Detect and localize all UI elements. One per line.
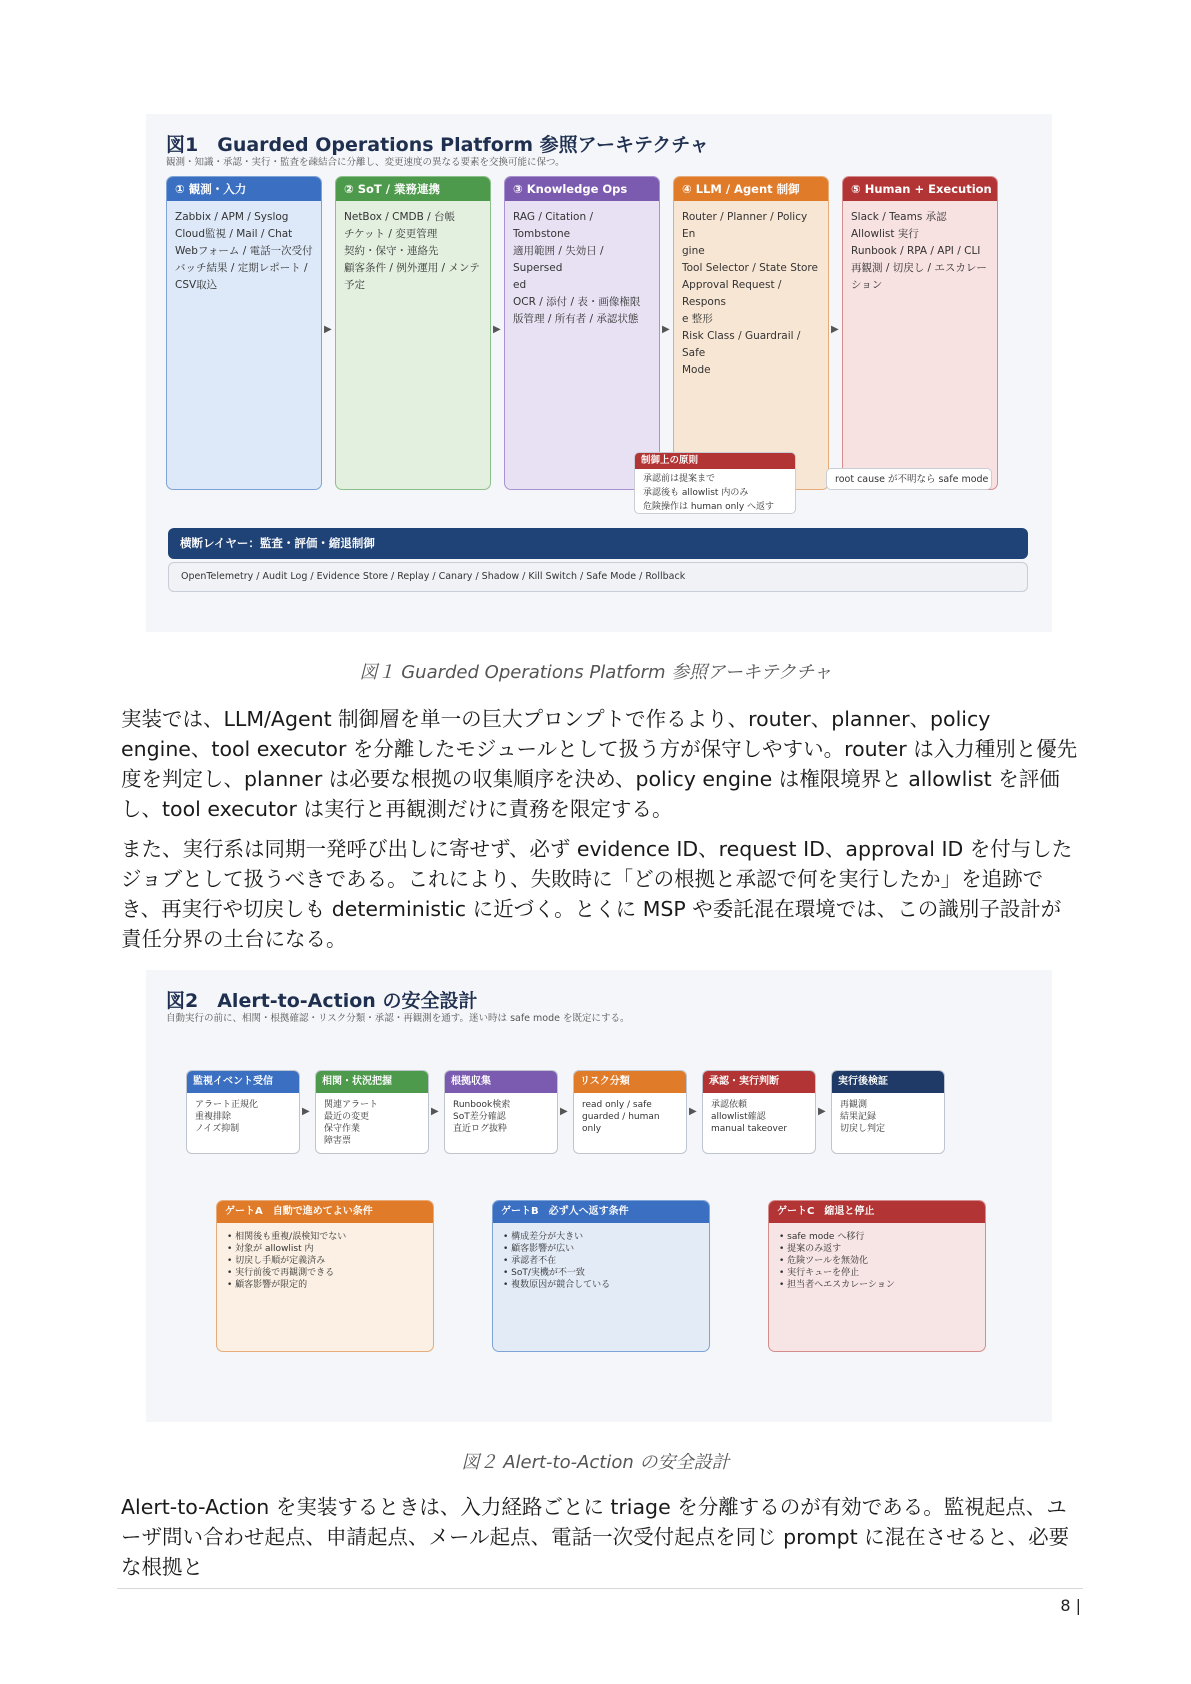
gate-header: ゲートA 自動で進めてよい条件 (217, 1201, 433, 1223)
step-line: 重複排除 (195, 1112, 232, 1122)
column-line: OCR / 添付 / 表・画像権限 (513, 296, 641, 308)
step-line: 承認依頼 (711, 1100, 748, 1110)
arrow-right-icon: ▶ (662, 324, 670, 335)
step-body (574, 1093, 686, 1141)
column-line: チケット / 変更管理 (344, 228, 438, 240)
column-header: ⑤ Human + Execution (843, 177, 997, 201)
step-body (832, 1093, 944, 1141)
arrow-right-icon: ▶ (560, 1106, 568, 1117)
column-line: Risk Class / Guardrail / Safe (682, 330, 801, 359)
gate-header: ゲートC 縮退と停止 (769, 1201, 985, 1223)
step-header: リスク分類 (574, 1071, 686, 1093)
figure-2-title: 図2 Alert-to-Action の安全設計 (166, 990, 478, 1012)
step-line: 最近の変更 (324, 1112, 370, 1122)
arrow-right-icon: ▶ (302, 1106, 310, 1117)
step-header: 承認・実行判断 (703, 1071, 815, 1093)
callout-line: 承認前は提案まで (643, 474, 716, 484)
step-evidence (444, 1070, 558, 1154)
column-sot-business (335, 176, 491, 490)
gate-a (216, 1200, 434, 1352)
callout-line: 承認後も allowlist 内のみ (643, 488, 749, 498)
column-body (674, 201, 828, 387)
step-line: 保守作業 (324, 1124, 361, 1134)
step-line: manual takeover (711, 1124, 788, 1134)
step-monitor-event (186, 1070, 300, 1154)
column-line: Slack / Teams 承認 (851, 211, 947, 223)
arrow-right-icon: ▶ (324, 324, 332, 335)
column-line: Mode (682, 364, 711, 376)
step-line: Runbook検索 (453, 1100, 511, 1110)
gate-item: • 実行キューを停止 (779, 1267, 975, 1279)
cross-layer-header: 横断レイヤー：監査・評価・縮退制御 (168, 528, 1028, 559)
gate-body (769, 1223, 985, 1299)
step-header: 実行後検証 (832, 1071, 944, 1093)
column-line: Runbook / RPA / API / CLI (851, 245, 981, 257)
arrow-right-icon: ▶ (818, 1106, 826, 1117)
column-line: Zabbix / APM / Syslog (175, 211, 289, 223)
figure-2-caption: 図２ Alert-to-Action の安全設計 (461, 1452, 730, 1473)
column-line: 適用範囲 / 失効日 / Supersed (513, 245, 604, 274)
step-line: 切戻し判定 (840, 1124, 886, 1134)
column-header: ② SoT / 業務連携 (336, 177, 490, 201)
step-correlation (315, 1070, 429, 1154)
footer-divider (117, 1588, 1083, 1589)
gate-body (493, 1223, 709, 1299)
column-body (843, 201, 997, 302)
column-line: Tool Selector / State Store (682, 262, 818, 274)
figure-1-title: 図1 Guarded Operations Platform 参照アーキテクチャ (166, 134, 709, 156)
arrow-right-icon: ▶ (431, 1106, 439, 1117)
column-line: 契約・保守・連絡先 (344, 245, 439, 257)
step-line: SoT差分確認 (453, 1112, 506, 1122)
figure-1 (146, 114, 1052, 632)
gate-item: • 対象が allowlist 内 (227, 1243, 423, 1255)
column-header: ① 観測・入力 (167, 177, 321, 201)
gate-item: • 顧客影響が広い (503, 1243, 699, 1255)
column-line: NetBox / CMDB / 台帳 (344, 211, 456, 223)
column-body (336, 201, 490, 302)
column-line: Webフォーム / 電話一次受付 (175, 245, 313, 257)
column-body (167, 201, 321, 302)
gate-item: • SoT/実機が不一致 (503, 1267, 699, 1279)
callout-body (635, 469, 795, 514)
step-line: アラート正規化 (195, 1100, 259, 1110)
step-body (445, 1093, 557, 1141)
gate-body (217, 1223, 433, 1299)
gate-item: • 承認者不在 (503, 1255, 699, 1267)
figure-1-subtitle: 観測・知識・承認・実行・監査を疎結合に分離し、変更速度の異なる要素を交換可能に保つ。 (166, 157, 565, 168)
step-body (316, 1093, 428, 1153)
gate-item: • 相関後も重複/誤検知でない (227, 1231, 423, 1243)
figure-1-caption: 図１ Guarded Operations Platform 参照アーキテクチャ (359, 662, 832, 683)
step-approval (702, 1070, 816, 1154)
gate-item: • safe mode へ移行 (779, 1231, 975, 1243)
column-header: ③ Knowledge Ops (505, 177, 659, 201)
safe-mode-note: root cause が不明なら safe mode (826, 468, 992, 490)
gate-c (768, 1200, 986, 1352)
gate-item: • 提案のみ返す (779, 1243, 975, 1255)
gate-item: • 担当者へエスカレーション (779, 1279, 975, 1291)
gate-item: • 複数原因が競合している (503, 1279, 699, 1291)
control-principles-callout (634, 452, 796, 514)
column-line: Approval Request / Respons (682, 279, 782, 308)
step-header: 根拠収集 (445, 1071, 557, 1093)
column-header: ④ LLM / Agent 制御 (674, 177, 828, 201)
column-observation-input (166, 176, 322, 490)
column-line: Cloud監視 / Mail / Chat (175, 228, 293, 240)
column-body (505, 201, 659, 336)
column-knowledge-ops (504, 176, 660, 490)
callout-line: 危険操作は human only へ返す (643, 502, 775, 512)
step-line: allowlist確認 (711, 1112, 766, 1122)
paragraph: Alert-to-Action を実装するときは、入力経路ごとに triage を分離するのが有効である。監視起点、ユーザ問い合わせ起点、申請起点、メール起点、電話一次受付起点を同じ prompt に混在させると、必要な根拠と (121, 1495, 1070, 1579)
gate-item: • 危険ツールを無効化 (779, 1255, 975, 1267)
column-line: Allowlist 実行 (851, 228, 919, 240)
column-line: 再観測 / 切戻し / エスカレー (851, 262, 987, 274)
figure-2 (146, 970, 1052, 1422)
column-llm-agent-control (673, 176, 829, 490)
step-line: 再観測 (840, 1100, 868, 1110)
gate-item: • 切戻し手順が定義済み (227, 1255, 423, 1267)
page-number: 8 | (1060, 1596, 1081, 1615)
arrow-right-icon: ▶ (689, 1106, 697, 1117)
column-line: Router / Planner / Policy En (682, 211, 808, 240)
figure-2-subtitle: 自動実行の前に、相関・根拠確認・リスク分類・承認・再観測を通す。迷い時は safe mode を既定にする。 (166, 1013, 630, 1024)
column-line: 版管理 / 所有者 / 承認状態 (513, 313, 639, 325)
step-line: 関連アラート (324, 1100, 379, 1110)
step-line: 結果記録 (840, 1112, 877, 1122)
gate-item: • 実行前後で再観測できる (227, 1267, 423, 1279)
paragraph: また、実行系は同期一発呼び出しに寄せず、必ず evidence ID、request ID、approval ID を付与したジョブとして扱うべきである。これにより、失敗時に「どの根拠と承認で何を実行したか」を追跡でき、再実行や切戻しも deterministic に近づく。とくに MSP や委託混在環境では、この識別子設計が責任分界の土台になる。 (121, 837, 1073, 951)
gate-header: ゲートB 必ず人へ返す条件 (493, 1201, 709, 1223)
gate-b (492, 1200, 710, 1352)
column-line: gine (682, 245, 705, 257)
step-header: 監視イベント受信 (187, 1071, 299, 1093)
paragraph: 実装では、LLM/Agent 制御層を単一の巨大プロンプトで作るより、router、planner、policy engine、tool executor を分離したモジュールとして扱う方が保守しやすい。router は入力種別と優先度を判定し、planner は必要な根拠の収集順序を決め、policy engine は権限境界と allowlist を評価し、tool executor は実行と再観測だけに責務を限定する。 (121, 707, 1078, 821)
column-line: バッチ結果 / 定期レポート / (175, 262, 308, 274)
step-header: 相関・状況把握 (316, 1071, 428, 1093)
column-line: CSV取込 (175, 279, 218, 291)
column-human-execution (842, 176, 998, 490)
step-risk-class (573, 1070, 687, 1154)
step-post-verify (831, 1070, 945, 1154)
step-line: ノイズ抑制 (195, 1124, 240, 1134)
column-line: e 整形 (682, 313, 713, 325)
callout-title: 制御上の原則 (635, 453, 795, 469)
cross-layer-body: OpenTelemetry / Audit Log / Evidence Store / Replay / Canary / Shadow / Kill Switch / Safe Mode / Rollback (168, 562, 1028, 592)
column-line: ション (851, 279, 883, 291)
column-line: RAG / Citation / Tombstone (513, 211, 594, 240)
step-body (187, 1093, 299, 1141)
arrow-right-icon: ▶ (831, 324, 839, 335)
gate-item: • 構成差分が大きい (503, 1231, 699, 1243)
step-line: read only / safe (582, 1100, 652, 1110)
column-line: 顧客条件 / 例外運用 / メンテ (344, 262, 480, 274)
arrow-right-icon: ▶ (493, 324, 501, 335)
step-line: guarded / human only (582, 1112, 660, 1134)
step-body (703, 1093, 815, 1141)
gate-item: • 顧客影響が限定的 (227, 1279, 423, 1291)
column-line: ed (513, 279, 527, 291)
column-line: 予定 (344, 279, 365, 291)
step-line: 直近ログ抜粋 (453, 1124, 508, 1134)
step-line: 障害票 (324, 1136, 352, 1146)
